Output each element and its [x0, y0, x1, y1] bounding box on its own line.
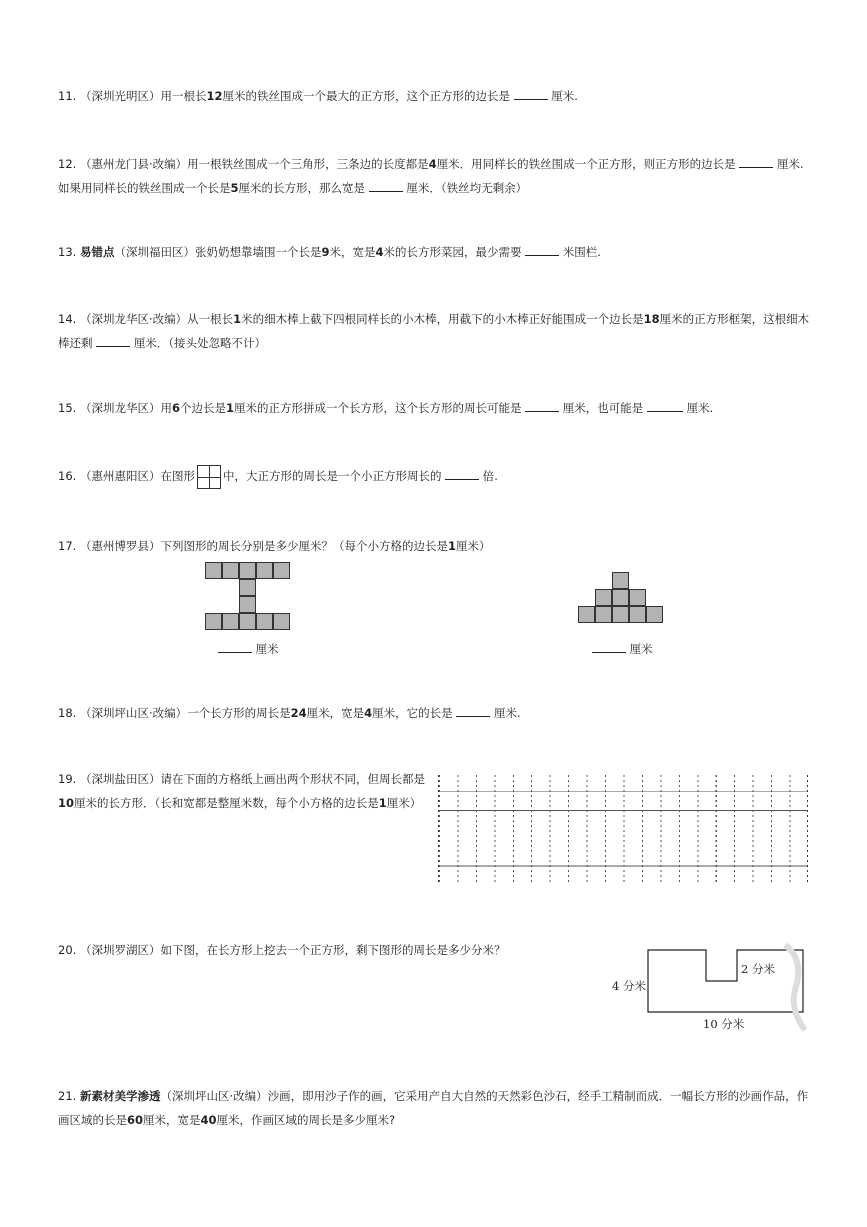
- q15-text-a: 用: [160, 401, 172, 415]
- q21-value-1: 60: [127, 1113, 144, 1127]
- q15-answer-blank-2[interactable]: [647, 399, 683, 412]
- q13-text-b: 米，宽是: [329, 245, 376, 259]
- grid-cell: [612, 572, 629, 589]
- grid-cell: [578, 606, 595, 623]
- q12-source: （惠州龙门县·改编）: [79, 157, 188, 171]
- q20-source: （深圳罗湖区）: [79, 943, 161, 957]
- q18-answer-blank[interactable]: [456, 704, 490, 717]
- grid-cell: [646, 606, 663, 623]
- q13-value-1: 9: [321, 245, 330, 259]
- q14-value-2: 18: [643, 312, 660, 326]
- q11-answer-blank[interactable]: [514, 87, 548, 100]
- q15-text-c: 厘米的正方形拼成一个长方形，这个长方形的周长可能是: [233, 401, 522, 415]
- q13-answer-blank[interactable]: [525, 243, 559, 256]
- q19-line2-b: 厘米）: [386, 796, 422, 810]
- question-11: [58, 84, 578, 108]
- q16-answer-blank[interactable]: [445, 467, 479, 480]
- q21-number: 21.: [58, 1089, 77, 1103]
- q19-line2-a: 厘米的长方形．（长和宽都是整厘米数，每个小方格的边长是: [74, 796, 379, 810]
- grid-cell: [222, 613, 239, 630]
- q15-value-1: 6: [171, 401, 180, 415]
- q19-text-a: 请在下面的方格纸上画出两个形状不同，但周长都是: [160, 772, 425, 786]
- q14-line2-a: 棒还剩: [58, 336, 93, 350]
- q18-value-2: 4: [364, 706, 373, 720]
- q12-line2-c: 厘米．（铁丝均无剩余）: [406, 181, 528, 195]
- question-21: [58, 1084, 808, 1132]
- q11-value: 12: [206, 89, 223, 103]
- q21-text-a: 沙画，即用沙子作的画，它采用产自大自然的天然彩色沙石，经手工精制而成．一幅长方形的沙画作品，作: [267, 1089, 809, 1103]
- grid-cell: [239, 562, 256, 579]
- q14-line2-b: 厘米．（接头处忽略不计）: [133, 336, 267, 350]
- question-19: [58, 767, 425, 815]
- q17-answer-2: [592, 640, 653, 657]
- q18-number: 18.: [58, 706, 77, 720]
- grid-cell: [595, 606, 612, 623]
- q13-value-2: 4: [375, 245, 384, 259]
- q16-text-c: 倍.: [482, 469, 498, 483]
- question-15: [58, 396, 713, 420]
- q11-text-a: 用一根长: [160, 89, 207, 103]
- q12-text-c: 厘米.: [776, 157, 804, 171]
- q12-number: 12.: [58, 157, 77, 171]
- q14-source: （深圳龙华区·改编）: [79, 312, 188, 326]
- q20-label-square: 2 分米: [741, 962, 775, 976]
- q14-text-c: 厘米的正方形框架，这根细木: [659, 312, 810, 326]
- q17-answer-blank-1[interactable]: [218, 640, 252, 653]
- grid-cell: [629, 589, 646, 606]
- q11-text-b: 厘米的铁丝围成一个最大的正方形，这个正方形的边长是: [222, 89, 510, 103]
- question-14: [58, 307, 809, 355]
- grid-cell: [205, 562, 222, 579]
- q13-text-c: 米的长方形菜园，最少需要: [383, 245, 522, 259]
- q12-text-a: 用一根铁丝围成一个三角形，三条边的长度都是: [187, 157, 429, 171]
- grid-cell: [205, 613, 222, 630]
- q19-value-2: 1: [378, 796, 387, 810]
- question-12: [58, 152, 804, 200]
- q21-source: （深圳坪山区·改编）: [160, 1089, 268, 1103]
- q15-text-e: 厘米.: [686, 401, 714, 415]
- q14-number: 14.: [58, 312, 77, 326]
- q21-tag: 新素材美学渗透: [79, 1089, 161, 1103]
- grid-cell: [256, 613, 273, 630]
- q12-text-b: 厘米．用同样长的铁丝围成一个正方形，则正方形的边长是: [436, 157, 736, 171]
- q17-unit-1: 厘米: [255, 642, 279, 656]
- grid-cell: [629, 606, 646, 623]
- question-18: [58, 701, 521, 725]
- q16-square-figure: [197, 465, 221, 489]
- q11-number: 11.: [58, 89, 77, 103]
- question-13: [58, 240, 601, 264]
- grid-cell: [595, 589, 612, 606]
- q18-text-b: 厘米，宽是: [306, 706, 365, 720]
- grid-cell: [239, 613, 256, 630]
- q17-value: 1: [447, 539, 456, 553]
- q15-text-b: 个边长是: [179, 401, 226, 415]
- grid-cell: [273, 562, 290, 579]
- q21-value-2: 40: [200, 1113, 217, 1127]
- q16-number: 16.: [58, 469, 77, 483]
- q17-source: （惠州博罗县）: [79, 539, 161, 553]
- q15-answer-blank-1[interactable]: [525, 399, 559, 412]
- q17-unit-2: 厘米: [629, 642, 653, 656]
- q15-value-2: 1: [225, 401, 234, 415]
- q18-text-a: 一个长方形的周长是: [187, 706, 291, 720]
- q12-line2-b: 厘米的长方形，那么宽是: [238, 181, 366, 195]
- q12-line2-a: 如果用同样长的铁丝围成一个长是: [58, 181, 231, 195]
- q20-watermark: [785, 945, 805, 1030]
- q18-value-1: 24: [290, 706, 307, 720]
- q20-shape-outline: [648, 950, 803, 1012]
- q11-text-c: 厘米.: [551, 89, 578, 103]
- q19-source: （深圳盐田区）: [79, 772, 161, 786]
- q16-source: （惠州惠阳区）: [79, 469, 161, 483]
- q12-value-1: 4: [428, 157, 437, 171]
- q13-text-a: 张奶奶想靠墙围一个长是: [194, 245, 322, 259]
- q21-line2-b: 厘米，宽是: [143, 1113, 201, 1127]
- q17-text-a: 下列图形的周长分别是多少厘米？（每个小方格的边长是: [160, 539, 448, 553]
- question-20: [58, 938, 505, 962]
- grid-cell: [256, 562, 273, 579]
- q14-text-a: 从一根长: [187, 312, 234, 326]
- q20-label-left: 4 分米: [612, 979, 646, 993]
- q16-text-b: 中，大正方形的周长是一个小正方形周长的: [222, 469, 442, 483]
- q19-grid-paper[interactable]: [438, 772, 808, 884]
- q17-number: 17.: [58, 539, 77, 553]
- question-17: [58, 534, 490, 558]
- q20-label-bottom: 10 分米: [703, 1017, 745, 1031]
- q18-source: （深圳坪山区·改编）: [79, 706, 188, 720]
- grid-cell: [273, 613, 290, 630]
- q18-text-d: 厘米.: [493, 706, 521, 720]
- q14-text-b: 米的细木棒上截下四根同样长的小木棒，用截下的小木棒正好能围成一个边长是: [241, 312, 644, 326]
- grid-cell: [222, 562, 239, 579]
- q17-answer-blank-2[interactable]: [592, 640, 626, 653]
- q13-text-d: 米围栏.: [562, 245, 601, 259]
- q15-number: 15.: [58, 401, 77, 415]
- q17-answer-1: [218, 640, 279, 657]
- q15-text-d: 厘米，也可能是: [562, 401, 644, 415]
- q12-value-2: 5: [230, 181, 239, 195]
- q16-text-a: 在图形: [160, 469, 195, 483]
- q14-value-1: 1: [233, 312, 242, 326]
- q17-text-b: 厘米）: [455, 539, 491, 553]
- q14-answer-blank[interactable]: [96, 334, 130, 347]
- question-16: [58, 464, 498, 489]
- q19-number: 19.: [58, 772, 77, 786]
- q11-source: （深圳光明区）: [79, 89, 161, 103]
- q18-text-c: 厘米，它的长是: [372, 706, 453, 720]
- grid-cell: [612, 589, 629, 606]
- q13-number: 13.: [58, 245, 77, 259]
- q13-source: （深圳福田区）: [114, 245, 195, 259]
- q13-tag: 易错点: [79, 245, 115, 259]
- q19-value-1: 10: [58, 796, 75, 810]
- q15-source: （深圳龙华区）: [79, 401, 161, 415]
- q21-line2-c: 厘米，作画区域的周长是多少厘米?: [216, 1113, 396, 1127]
- q12-answer-blank-1[interactable]: [739, 155, 773, 168]
- grid-cell: [239, 579, 256, 596]
- q20-number: 20.: [58, 943, 77, 957]
- q21-line2-a: 画区域的长是: [58, 1113, 127, 1127]
- q20-text-a: 如下图，在长方形上挖去一个正方形，剩下图形的周长是多少分米？: [160, 943, 506, 957]
- q12-answer-blank-2[interactable]: [369, 179, 403, 192]
- grid-cell: [239, 596, 256, 613]
- grid-cell: [612, 606, 629, 623]
